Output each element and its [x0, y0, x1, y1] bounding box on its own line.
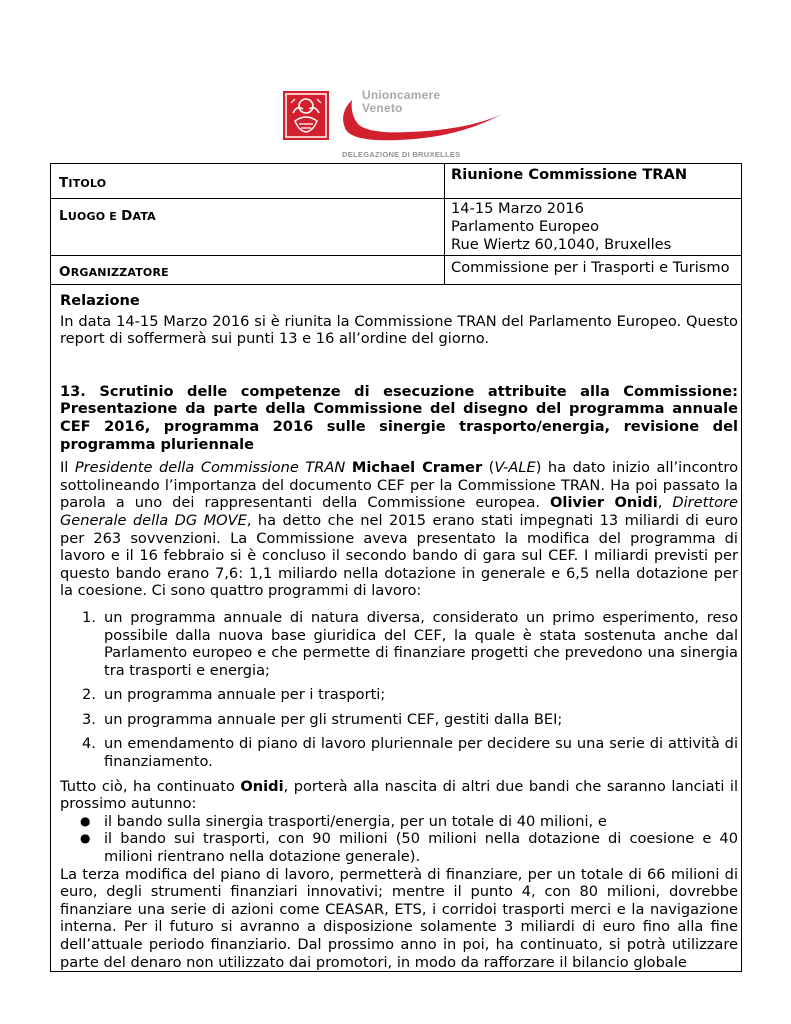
section-title: 13. Scrutinio delle competenze di esecuzione attribuite alla Commissione: Presentazione da parte della Commissione del disegno del programma annuale CEF 2016, programma 2016 sulle sinergie trasporto/energia, revisione del programma pluriennale — [60, 382, 738, 453]
bullet-icon: ● — [80, 813, 91, 828]
list-item: ● il bando sulla sinergia trasporti/energia, per un totale di 40 milioni, e — [80, 812, 607, 830]
label-luogo-data: LUOGO E DATA — [59, 208, 156, 224]
value-organizzatore: Commissione per i Trasporti e Turismo — [451, 259, 730, 276]
brand-line-1: Unioncamere — [362, 88, 441, 102]
list-item: 3. un programma annuale per gli strumenti CEF, gestiti dalla BEI; — [82, 710, 563, 728]
label-titolo: TITOLO — [59, 175, 107, 191]
list-item: ● il bando sui trasporti, con 90 milioni (50 milioni nella dotazione di coesione e 40 milioni rientrano nella dotazione generale). — [80, 830, 738, 866]
paragraph-1: Il Presidente della Commissione TRAN Michael Cramer (V-ALE) ha dato inizio all’incontro sottolineando l’importanza del documento CEF per la Commissione TRAN. Ha poi passato la parola a uno dei rappresentanti della Commissione europea. Olivier Onidi, Direttore Generale della DG MOVE, ha detto che nel 2015 erano stati impegnati 13 miliardi di euro per 263 sovvenzioni. La Commissione aveva presentato la modifica del programma di lavoro e il 16 febbraio si è concluso il secondo bando di gara sul CEF. I miliardi previsti per questo bando erano 7,6: 1,1 miliardo nella dotazione in generale e 6,5 nella dotazione per la coesione. Ci sono quattro programmi di lavoro: — [60, 459, 739, 600]
column-divider — [444, 164, 445, 198]
lion-emblem-icon — [283, 91, 329, 140]
row-organizzatore — [51, 256, 741, 285]
intro-paragraph: In data 14-15 Marzo 2016 si è riunita la Commissione TRAN del Parlamento Europeo. Questo report di soffermerà sui punti 13 e 16 all’ordine del giorno. — [60, 312, 738, 348]
calls-list — [60, 813, 738, 866]
paragraph-3: La terza modifica del piano di lavoro, permetterà di finanziare, per un totale di 66 milioni di euro, degli strumenti finanziari innovativi; mentre il punto 4, con 80 milioni, dovrebbe finanziare una serie di azioni come CEASAR, ETS, i corridoi trasporti merci e la navigazione interna. Per il futuro si avranno a disposizione solamente 3 miliardi di euro fino alla fine dell’attuale periodo finanziario. Dal prossimo anno in poi, ha continuato, si potrà utilizzare parte del denaro non utilizzato dai promotori, in modo da rafforzare il bilancio globale — [60, 865, 738, 971]
row-titolo — [51, 164, 741, 199]
brand-line-2: Veneto — [362, 101, 403, 115]
report-body — [60, 292, 738, 971]
brand-subtitle: DELEGAZIONE DI BRUXELLES — [342, 150, 461, 159]
label-organizzatore: ORGANIZZATORE — [59, 264, 169, 280]
value-address: Rue Wiertz 60,1040, Bruxelles — [451, 236, 672, 253]
programmes-list — [60, 609, 738, 771]
value-date: 14-15 Marzo 2016 — [451, 200, 584, 217]
list-item: 1. un programma annuale di natura diversa, considerato un primo esperimento, reso possibile dalla nuova base giuridica del CEF, la quale è stata sostenuta anche dal Parlamento europeo e che permette di finanziare progetti che prevedono una sinergia tra trasporti e energia; — [82, 608, 738, 679]
bullet-icon: ● — [80, 831, 91, 846]
row-luogo-data — [51, 199, 741, 256]
report-heading: Relazione — [60, 292, 140, 309]
column-divider — [444, 256, 445, 284]
column-divider — [444, 199, 445, 255]
list-item: 2. un programma annuale per i trasporti; — [82, 686, 386, 704]
value-titolo: Riunione Commissione TRAN — [451, 166, 688, 183]
value-luogo-data — [451, 200, 671, 254]
paragraph-2: Tutto ciò, ha continuato Onidi, porterà alla nascita di altri due bandi che saranno lanciati il prossimo autunno: — [60, 777, 739, 813]
report-frame — [50, 163, 742, 972]
brand-name — [362, 89, 440, 115]
value-venue: Parlamento Europeo — [451, 218, 600, 235]
list-item: 4. un emendamento di piano di lavoro pluriennale per decidere su una serie di attività di finanziamento. — [82, 735, 738, 771]
unioncamere-logo — [280, 88, 520, 162]
